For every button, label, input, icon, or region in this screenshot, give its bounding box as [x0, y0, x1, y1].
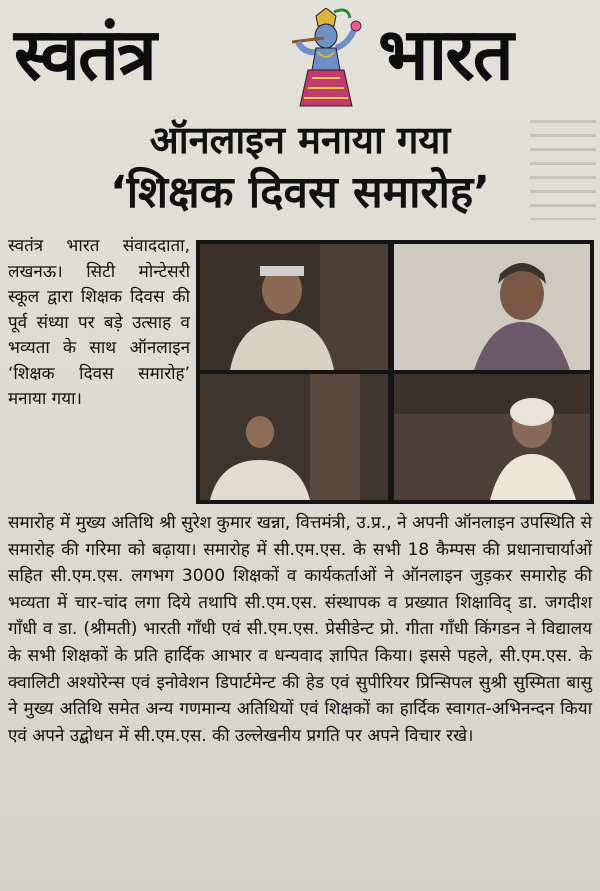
photo-elder-man-seated	[200, 374, 388, 500]
photo-collage	[196, 240, 594, 504]
masthead-title-right: भारत	[378, 12, 512, 96]
article-column-text: स्वतंत्र भारत संवाददाता, लखनऊ। सिटी मोन्टेसरी स्कूल द्वारा शिक्षक दिवस की पूर्व संध्या पर बड़े उत्साह व भव्यता के साथ ऑनलाइन ‘शिक्षक दिवस समारोह’ मनाया गया।	[8, 236, 190, 409]
photo-woman-elder	[394, 244, 590, 370]
masthead	[10, 4, 590, 108]
headline-line-2: ‘शिक्षक दिवस समारोह’	[110, 167, 490, 218]
article-body-text: समारोह में मुख्य अतिथि श्री सुरेश कुमार खन्ना, वित्तमंत्री, उ.प्र., ने अपनी ऑनलाइन उपस्थिति से समारोह की गरिमा को बढ़ाया। समारोह में सी.एम.एस. के सभी 18 कैम्पस की प्रधानाचार्याओं सहित सी.एम.एस. लगभग 3000 शिक्षकों व कार्यकर्ताओं ने ऑनलाइन जुड़कर समारोह की भव्यता में चार-चांद लगा दिये तथापि सी.एम.एस. संस्थापक व प्रख्यात शिक्षाविद् डा. जगदीश गाँधी व डा. (श्रीमती) भारती गाँधी एवं सी.एम.एस. प्रेसीडेन्ट प्रो. गीता गाँधी किंगडन ने विद्यालय के सभी शिक्षकों के प्रति हार्दिक आभार व धन्यवाद ज्ञापित किया। इससे पहले, सी.एम.एस. के क्वालिटी अश्योरेन्स एवं इनोवेशन डिपार्टमेन्ट की हेड एवं सुपीरियर प्रिन्सिपल सुश्री सुस्मिता बासु ने मुख्य अतिथि समेत अन्य गणमान्य अतिथियों एवं शिक्षकों का हार्दिक स्वागत-अभिनन्दन किया एवं अपने उद्बोधन में सी.एम.एस. की उल्लेखनीय प्रगति पर अपने विचार रखे।	[8, 513, 592, 746]
krishna-logo-illustration	[278, 8, 374, 108]
photo-white-haired-woman	[394, 374, 590, 500]
photo-man-glasses	[200, 244, 388, 370]
headline-line-1: ऑनलाइन मनाया गया	[149, 118, 451, 162]
masthead-title-left: स्वतंत्र	[14, 12, 155, 96]
